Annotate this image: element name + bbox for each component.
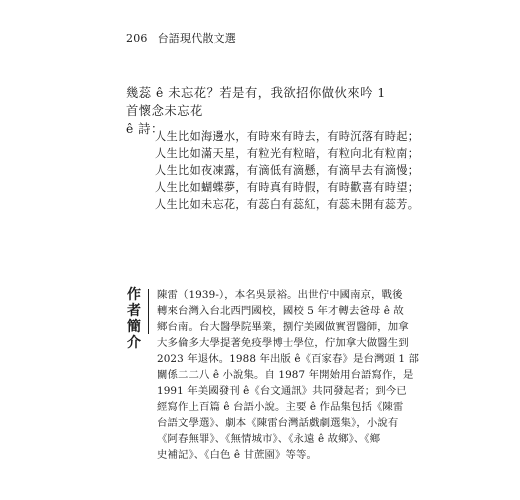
poem-line: 人生比如滿天星，有粒光有粒暗，有粒向北有粒南； [155, 147, 420, 160]
page-number: 206 [126, 32, 148, 45]
author-label-divider [148, 289, 149, 334]
bio-line: 經寫作上百篇 ê 台語小說。主要 ê 作品集包括《陳雷 [157, 401, 404, 413]
poem-block [155, 128, 420, 213]
author-bio [157, 288, 419, 464]
poem-line: 人生比如未忘花，有蕊白有蕊紅，有蕊未開有蕊芳。 [155, 198, 420, 211]
author-label-char: 者 [127, 303, 141, 319]
author-intro-label [126, 287, 142, 351]
bio-line: 關係二二八 ê 小說集。自 1987 年開始用台語寫作，是 [157, 369, 414, 381]
page-header [126, 30, 236, 46]
bio-line: 台語文學選》、劇本《陳雷台灣話戲劇選集》，小說有 [157, 417, 399, 429]
bio-line: 1991 年美國發刊 ê《台文通訊》共同發起者；到今已 [157, 385, 407, 397]
author-label-char: 簡 [127, 319, 141, 335]
author-label-char: 作 [127, 287, 141, 303]
bio-line: 史補記》、《白色 ê 甘蔗園》等等。 [157, 449, 318, 461]
intro-paragraph: 幾蕊 ê 未忘花？若是有，我欲招你做伙來吟 1 首懷念未忘花 ê 詩： [126, 86, 386, 136]
poem-line: 人生比如蝴蝶夢，有時真有時假，有時歡喜有時望； [155, 181, 420, 194]
bio-line: 大多倫多大學提著免疫學博士學位，佇加拿大做醫生到 [157, 337, 409, 349]
bio-line: 陳雷（1939-），本名吳景裕。出世佇中國南京，戰後 [157, 289, 403, 301]
bio-line: 轉來台灣入台北西門國校，國校 5 年才轉去爸母 ê 故 [157, 305, 404, 317]
bio-line: 《阿春無罪》、《無情城市》、《永遠 ê 故鄉》、《鄉 [157, 433, 381, 445]
bio-line: 鄉台南。台大醫學院畢業，捌佇美國做實習醫師，加拿 [157, 321, 409, 333]
poem-line: 人生比如夜凍露，有滴低有滴懸，有滴早去有滴慢； [155, 164, 420, 177]
poem-line: 人生比如海邊水，有時來有時去，有時沉落有時起； [155, 130, 420, 143]
author-label-char: 介 [127, 335, 141, 351]
bio-line: 2023 年退休。1988 年出版 ê《百家春》是台灣頭 1 部 [157, 353, 419, 365]
book-title: 台語現代散文選 [157, 32, 237, 45]
